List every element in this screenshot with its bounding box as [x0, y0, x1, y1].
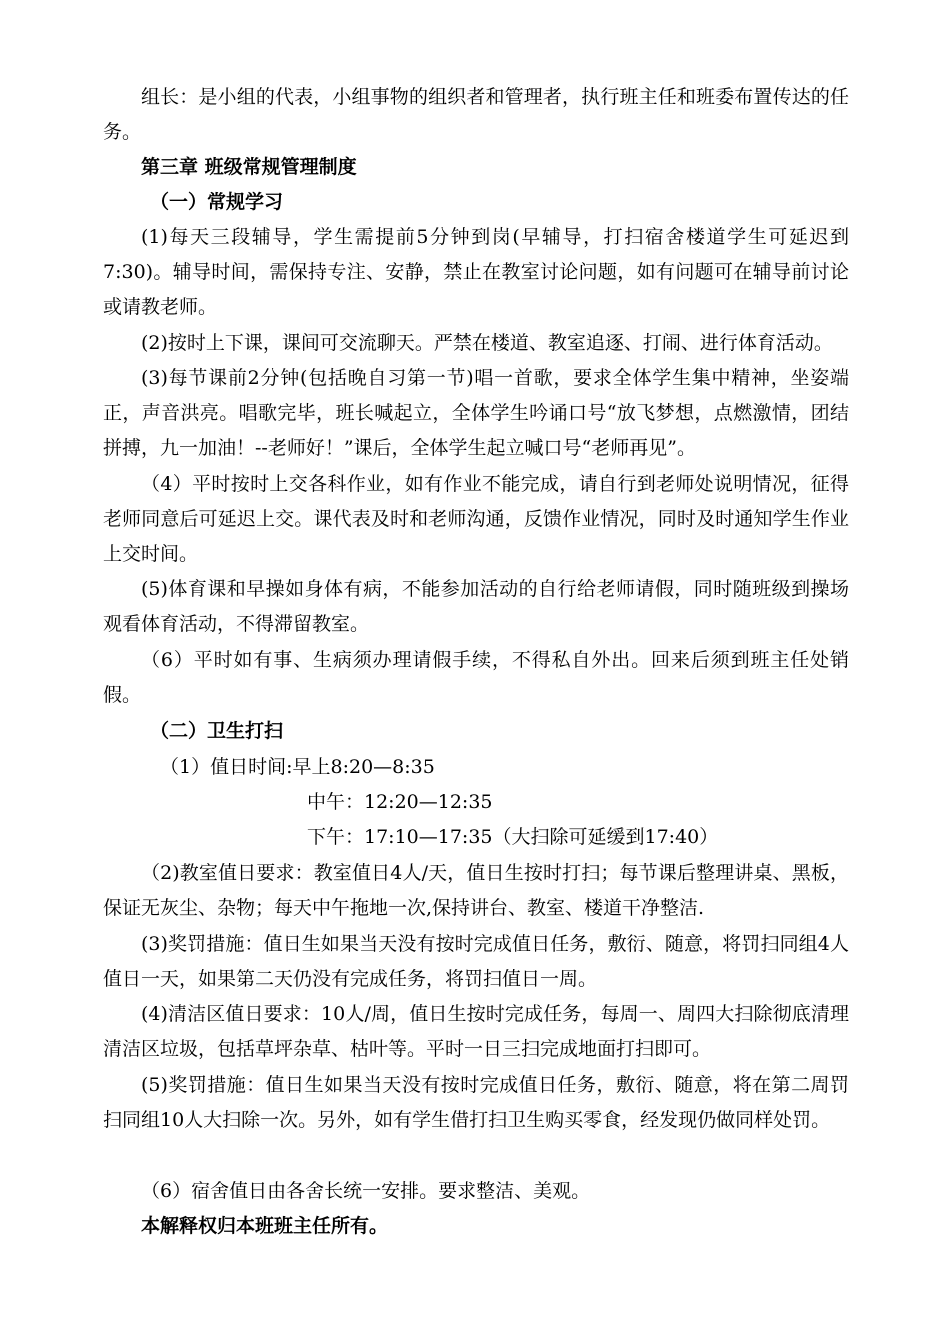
section-title-routine-study: （一）常规学习	[150, 191, 284, 213]
paragraph-study-2: (2)按时上下课，课间可交流聊天。严禁在楼道、教室追逐、打闹、进行体育活动。	[141, 332, 833, 354]
paragraph-cleaning-6: （6）宿舍值日由各舍长统一安排。要求整洁、美观。	[141, 1180, 591, 1202]
chapter-title: 第三章 班级常规管理制度	[141, 156, 357, 178]
duty-time-morning: （1）值日时间:早上8:20—8:35	[160, 756, 435, 778]
paragraph-study-6: （6）平时如有事、生病须办理请假手续，不得私自外出。回来后须到班主任处销假。	[103, 649, 849, 706]
paragraph-cleaning-5: (5)奖罚措施：值日生如果当天没有按时完成值日任务，敷衍、随意，将在第二周罚扫同组10人大扫除一次。另外，如有学生借打扫卫生购买零食，经发现仍做同样处罚。	[103, 1074, 849, 1131]
paragraph-study-5: (5)体育课和早操如身体有病，不能参加活动的自行给老师请假，同时随班级到操场观看体育活动，不得滞留教室。	[103, 578, 849, 635]
paragraph-cleaning-3: (3)奖罚措施：值日生如果当天没有按时完成值日任务，敷衍、随意，将罚扫同组4人值日一天，如果第二天仍没有完成任务，将罚扫值日一周。	[103, 933, 849, 990]
duty-time-afternoon: 下午：17:10—17:35（大扫除可延缓到17:40）	[307, 826, 719, 848]
closing-statement: 本解释权归本班班主任所有。	[141, 1215, 389, 1237]
paragraph-cleaning-2: （2)教室值日要求：教室值日4人/天，值日生按时打扫；每节课后整理讲桌、黑板，保证无灰尘、杂物；每天中午拖地一次,保持讲台、教室、楼道干净整洁.	[103, 862, 849, 919]
duty-time-noon: 中午：12:20—12:35	[307, 791, 493, 813]
paragraph-study-3: (3)每节课前2分钟(包括晚自习第一节)唱一首歌，要求全体学生集中精神，坐姿端正，声音洪亮。唱歌完毕，班长喊起立，全体学生吟诵口号“放飞梦想，点燃激情，团结拼搏，九一加油！--老师好！”课后，全体学生起立喊口号“老师再见”。	[103, 367, 849, 459]
paragraph-study-1: (1)每天三段辅导，学生需提前5分钟到岗(早辅导，打扫宿舍楼道学生可延迟到7:30)。辅导时间，需保持专注、安静，禁止在教室讨论问题，如有问题可在辅导前讨论或请教老师。	[103, 226, 849, 318]
paragraph-group-leader: 组长：是小组的代表，小组事物的组织者和管理者，执行班主任和班委布置传达的任务。	[103, 86, 849, 143]
section-title-cleaning: （二）卫生打扫	[150, 720, 284, 742]
paragraph-study-4: （4）平时按时上交各科作业，如有作业不能完成，请自行到老师处说明情况，征得老师同意后可延迟上交。课代表及时和老师沟通，反馈作业情况，同时及时通知学生作业上交时间。	[103, 473, 849, 565]
paragraph-cleaning-4: (4)清洁区值日要求：10人/周，值日生按时完成任务，每周一、周四大扫除彻底清理清洁区垃圾，包括草坪杂草、枯叶等。平时一日三扫完成地面打扫即可。	[103, 1003, 849, 1060]
